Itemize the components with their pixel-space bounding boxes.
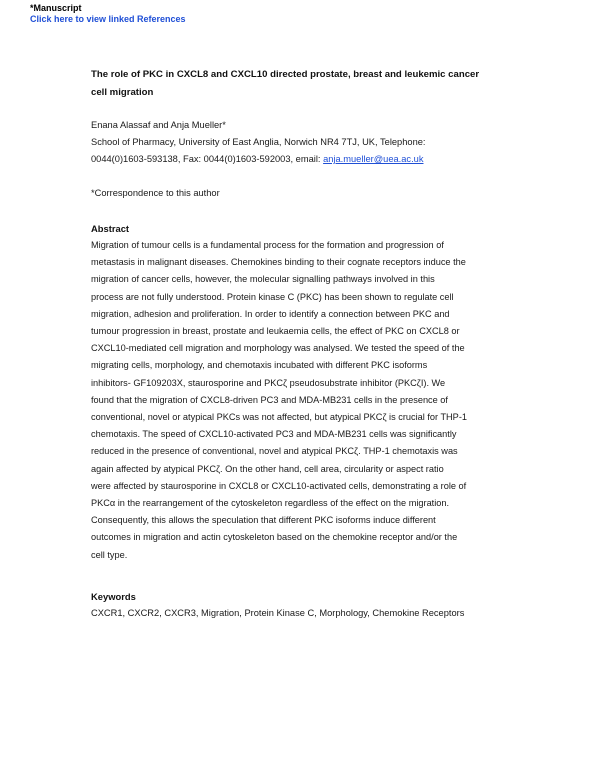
abstract-line: tumour progression in breast, prostate and leukaemia cells, the effect of PKC on CXCL8 or	[91, 326, 460, 337]
abstract-line: were affected by staurosporine in CXCL8 or CXCL10-activated cells, demonstrating a role of	[91, 480, 467, 491]
abstract-line: again affected by atypical PKCζ. On the other hand, cell area, circularity or aspect ratio	[91, 463, 444, 474]
abstract-line: metastasis in malignant diseases. Chemokines binding to their cognate receptors induce the	[91, 257, 466, 268]
manuscript-label: *Manuscript	[30, 3, 82, 13]
abstract-line: migration, adhesion and proliferation. In order to identify a connection between PKC and	[91, 308, 450, 319]
keywords-text: CXCR1, CXCR2, CXCR3, Migration, Protein Kinase C, Morphology, Chemokine Receptors	[91, 608, 465, 618]
abstract-line: process are not fully understood. Protein kinase C (PKC) has been shown to regulate cell	[91, 291, 454, 302]
abstract-line: conventional, novel or atypical PKCs was not affected, but atypical PKCζ is crucial for THP-1	[91, 412, 467, 423]
abstract-line: CXCL10-mediated cell migration and morphology was analysed. We tested the speed of the	[91, 343, 465, 354]
abstract-line: cell type.	[91, 549, 128, 560]
affiliation	[91, 134, 511, 168]
correspondence-note: *Correspondence to this author	[91, 188, 220, 198]
abstract-line: chemotaxis. The speed of CXCL10-activated PC3 and MDA-MB231 cells was significantly	[91, 429, 457, 440]
authors: Enana Alassaf and Anja Mueller*	[91, 120, 226, 130]
abstract-line: outcomes in migration and actin cytoskeleton based on the chemokine receptor and/or the	[91, 532, 458, 543]
abstract-line: migration of cancer cells, however, the molecular signalling pathways involved in this	[91, 274, 435, 285]
contact-text: 0044(0)1603-593138, Fax: 0044(0)1603-592003, email:	[91, 154, 324, 164]
paper-title	[91, 66, 511, 102]
abstract-line: found that the migration of CXCL8-driven PC3 and MDA-MB231 cells in the presence of	[91, 394, 448, 405]
abstract-body	[91, 237, 516, 564]
title-line: cell migration	[91, 87, 154, 98]
email-link[interactable]: anja.mueller@uea.ac.uk	[323, 154, 424, 164]
keywords-heading: Keywords	[91, 591, 136, 602]
abstract-line: inhibitors- GF109203X, staurosporine and PKCζ pseudosubstrate inhibitor (PKCζI). We	[91, 377, 446, 388]
affiliation-line: School of Pharmacy, University of East Anglia, Norwich NR4 7TJ, UK, Telephone:	[91, 137, 426, 147]
abstract-line: PKCα in the rearrangement of the cytoskeleton regardless of the effect on the migration.	[91, 498, 450, 509]
abstract-heading: Abstract	[91, 223, 130, 234]
affiliation-line	[91, 151, 511, 168]
title-line: The role of PKC in CXCL8 and CXCL10 directed prostate, breast and leukemic cancer	[91, 69, 480, 80]
abstract-line: Migration of tumour cells is a fundamental process for the formation and progression of	[91, 240, 444, 250]
abstract-line: migrating cells, morphology, and chemotaxis incubated with different PKC isoforms	[91, 360, 428, 371]
linked-references-link[interactable]: Click here to view linked References	[30, 14, 186, 24]
abstract-line: Consequently, this allows the speculation that different PKC isoforms induce different	[91, 515, 436, 526]
abstract-line: reduced in the presence of conventional, novel and atypical PKCζ. THP-1 chemotaxis was	[91, 446, 458, 457]
